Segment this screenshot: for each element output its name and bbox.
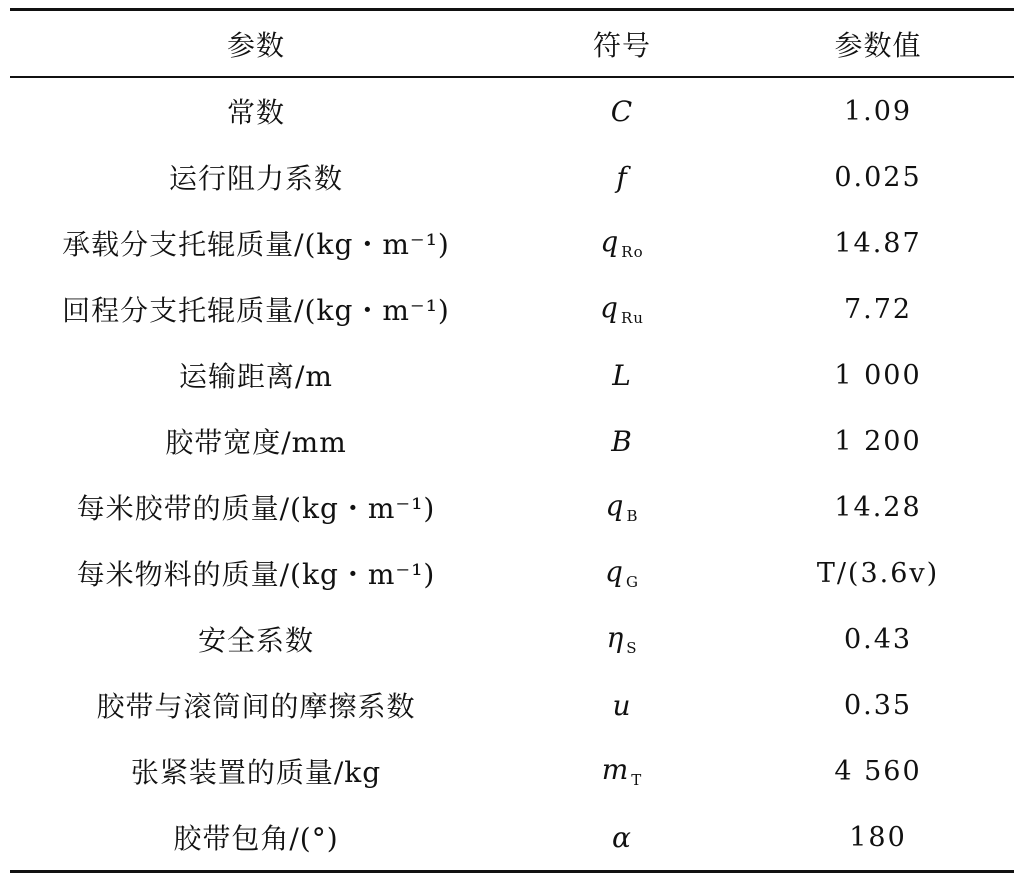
value-cell: T/(3.6v) [816,557,940,589]
symbol-text: f [616,160,628,194]
header-param: 参数 [226,28,285,62]
value-cell: 0.025 [834,161,922,193]
value-cell: 14.28 [834,491,922,523]
symbol-subscript: Ru [620,309,644,327]
value-cell: 1 000 [834,359,922,391]
symbol-cell [502,753,742,789]
table-row [10,276,1014,342]
table-row [10,474,1014,540]
parameter-table [10,8,1014,873]
symbol-text: m [601,753,630,786]
table-bottom-rule [10,870,1014,873]
symbol-cell [502,621,742,657]
value-cell: 180 [849,821,907,853]
symbol-text: q [605,489,625,522]
symbol-cell [502,425,742,458]
symbol-cell [502,95,742,128]
table-row [10,408,1014,474]
param-cell: 安全系数 [197,624,314,657]
param-cell: 胶带与滚筒间的摩擦系数 [96,690,416,723]
symbol-text: C [610,94,634,128]
value-cell: 0.43 [843,623,913,655]
table-row [10,606,1014,672]
symbol-cell [502,359,742,392]
symbol-text: L [612,358,632,392]
value-cell: 4 560 [834,755,922,787]
value-cell: 0.35 [843,689,913,721]
symbol-cell [502,225,742,261]
symbol-text: q [600,291,619,324]
symbol-cell [502,555,742,591]
value-cell: 1 200 [834,425,922,457]
symbol-subscript: T [631,771,643,789]
table-row [10,144,1014,210]
header-symbol: 符号 [592,28,651,62]
table-header-row [10,11,1014,76]
value-cell: 14.87 [834,227,922,259]
symbol-text: B [611,424,633,458]
symbol-text: u [612,688,632,722]
symbol-text: q [600,225,620,258]
symbol-cell [502,689,742,722]
symbol-subscript: S [626,639,638,657]
param-cell: 承载分支托辊质量/(kg・m⁻¹) [62,228,450,261]
param-cell: 运输距离/m [179,360,333,393]
symbol-text: α [612,820,632,854]
table-row [10,738,1014,804]
symbol-subscript: Ro [621,243,644,261]
table-row [10,804,1014,870]
symbol-subscript: B [626,507,639,525]
param-cell: 张紧装置的质量/kg [130,756,382,789]
symbol-cell [502,291,742,327]
param-cell: 每米胶带的质量/(kg・m⁻¹) [76,492,436,525]
header-value: 参数值 [834,28,922,62]
symbol-cell [502,489,742,525]
table-body [10,78,1014,870]
table-row [10,342,1014,408]
symbol-text: q [605,555,624,588]
symbol-subscript: G [625,573,639,591]
param-cell: 回程分支托辊质量/(kg・m⁻¹) [62,294,450,327]
table-row [10,210,1014,276]
param-cell: 胶带宽度/mm [165,426,347,459]
symbol-text: η [606,621,625,654]
table-row [10,672,1014,738]
value-cell: 7.72 [843,293,913,325]
table-row [10,78,1014,144]
value-cell: 1.09 [843,95,913,127]
param-cell: 胶带包角/(°) [173,822,339,855]
param-cell: 常数 [226,96,285,129]
table-row [10,540,1014,606]
symbol-cell [502,161,742,194]
param-cell: 每米物料的质量/(kg・m⁻¹) [76,558,436,591]
param-cell: 运行阻力系数 [168,162,343,195]
symbol-cell [502,821,742,854]
